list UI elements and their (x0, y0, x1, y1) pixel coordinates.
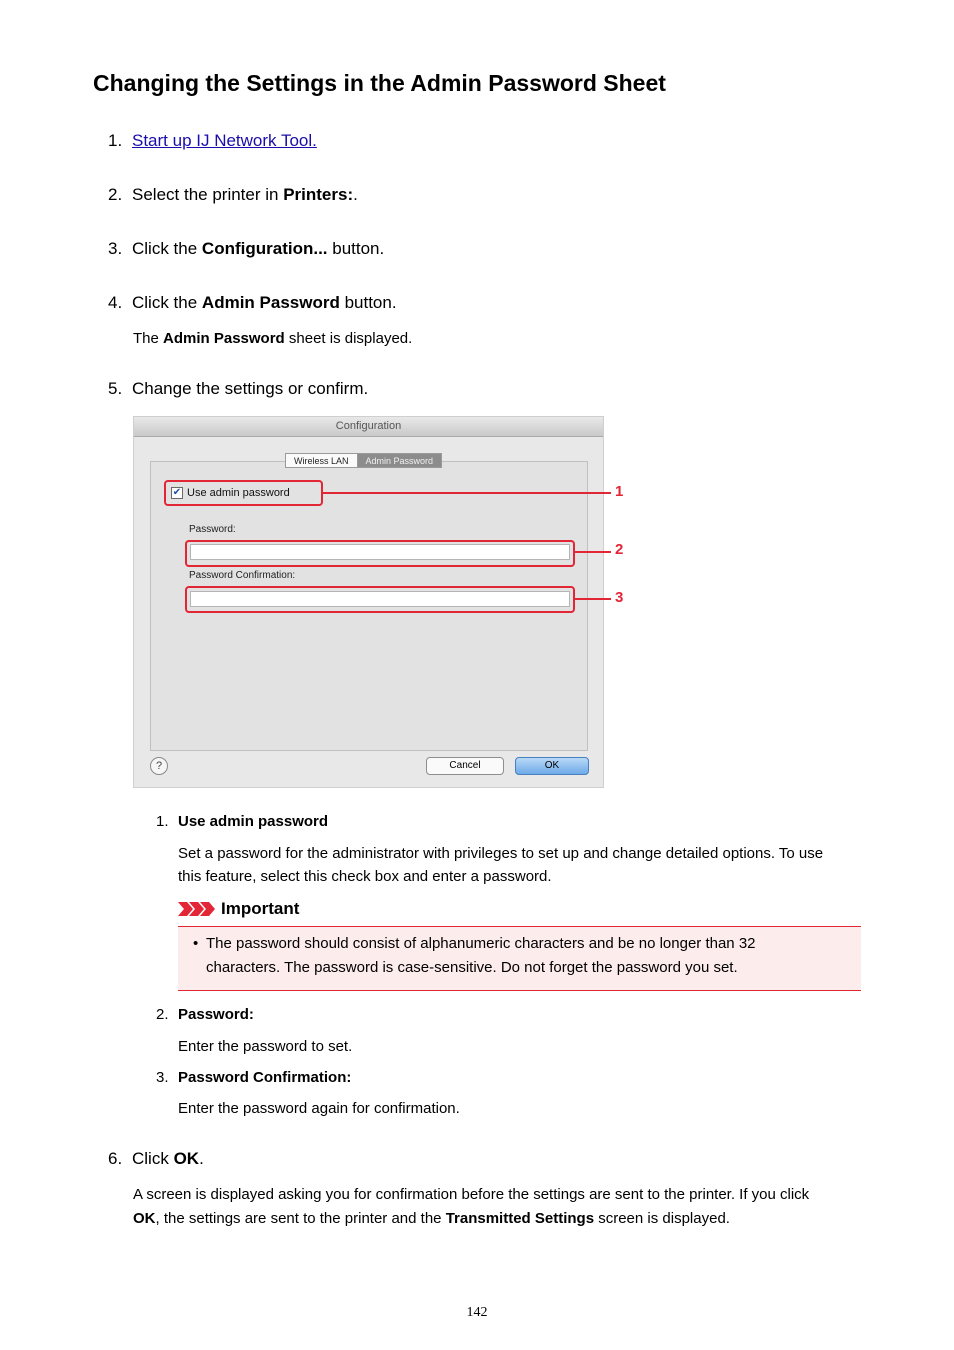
item-3 (156, 1069, 351, 1086)
callout-number-1: 1 (615, 483, 624, 500)
item-2 (156, 1006, 254, 1023)
step-text: Click (132, 1149, 174, 1168)
ok-button[interactable]: OK (515, 757, 589, 775)
cancel-button[interactable]: Cancel (426, 757, 504, 775)
dialog-tabs (285, 453, 442, 468)
step-bold-text: Printers: (283, 185, 354, 204)
step-6-note (133, 1183, 809, 1231)
important-text (206, 932, 826, 980)
callout-line-2 (575, 551, 611, 553)
important-line: characters. The password is case-sensitive. Do not forget the password you set. (206, 959, 738, 976)
note-bold-text: OK (133, 1210, 156, 1227)
tab-admin-password[interactable]: Admin Password (358, 453, 443, 468)
step-number: 4. (108, 293, 123, 312)
note-line (133, 1207, 809, 1231)
step-bold-text: OK (173, 1149, 200, 1168)
item-title: Password: (178, 1006, 254, 1023)
item-3-description: Enter the password again for confirmation. (178, 1100, 460, 1117)
step-text: Select the printer in (132, 185, 284, 204)
note-text: The (133, 330, 164, 347)
step-number: 3. (108, 239, 123, 258)
note-bold-text: Transmitted Settings (445, 1210, 595, 1227)
item-1-description (178, 842, 868, 888)
important-label: Important (221, 899, 300, 918)
page-number: 142 (466, 1305, 488, 1320)
callout-number-3: 3 (615, 589, 624, 606)
dialog-title: Configuration (134, 417, 603, 437)
item-number: 3. (156, 1069, 169, 1086)
step-3 (108, 239, 384, 259)
step-number: 1. (108, 131, 123, 150)
step-number: 6. (108, 1149, 123, 1168)
step-1 (108, 131, 317, 151)
step-text: button. (327, 239, 385, 258)
note-line: A screen is displayed asking you for confirmation before the settings are sent to the printer. If you click (133, 1186, 810, 1203)
highlight-box-3 (185, 586, 575, 613)
step-text: Click the (132, 293, 202, 312)
step-text: . (199, 1149, 204, 1168)
step-text: Change the settings or confirm. (132, 379, 369, 398)
step-number: 2. (108, 185, 123, 204)
note-text: screen is displayed. (594, 1210, 730, 1227)
callout-line-3 (575, 598, 611, 600)
note-bold-text: Admin Password (163, 330, 285, 347)
help-icon[interactable]: ? (150, 757, 168, 775)
tab-wireless-lan[interactable]: Wireless LAN (285, 453, 358, 468)
important-chevrons-icon (178, 900, 216, 918)
important-box (178, 926, 861, 991)
item-number: 2. (156, 1006, 169, 1023)
item-2-description: Enter the password to set. (178, 1038, 353, 1055)
important-line: The password should consist of alphanumeric characters and be no longer than 32 (206, 935, 756, 952)
note-text: sheet is displayed. (284, 330, 413, 347)
step-4-note (133, 330, 412, 347)
important-heading (178, 899, 299, 919)
callout-line-1 (323, 492, 611, 494)
item-number: 1. (156, 813, 169, 830)
item-1 (156, 813, 328, 830)
item-title: Use admin password (178, 813, 329, 830)
bullet: • (193, 935, 199, 952)
step-text: button. (339, 293, 397, 312)
description-line: this feature, select this check box and enter a password. (178, 868, 552, 885)
use-admin-password-label: Use admin password (187, 487, 290, 499)
password-label: Password: (189, 524, 236, 535)
highlight-box-1 (164, 480, 323, 506)
configuration-dialog-screenshot (133, 416, 624, 788)
step-text: . (353, 185, 358, 204)
page-title: Changing the Settings in the Admin Password Sheet (93, 70, 666, 96)
step-4 (108, 293, 397, 313)
step-6 (108, 1149, 204, 1169)
step-bold-text: Configuration... (201, 239, 328, 258)
note-text: , the settings are sent to the printer and the (155, 1210, 446, 1227)
item-title: Password Confirmation: (178, 1069, 352, 1086)
step-bold-text: Admin Password (201, 293, 340, 312)
password-confirmation-label: Password Confirmation: (189, 570, 296, 581)
step-number: 5. (108, 379, 123, 398)
start-ij-network-tool-link[interactable]: Start up IJ Network Tool. (132, 131, 317, 150)
description-line: Set a password for the administrator with privileges to set up and change detailed options. To use (178, 845, 824, 862)
step-2 (108, 185, 358, 205)
step-text: Click the (132, 239, 202, 258)
use-admin-password-checkbox[interactable]: ✔ (172, 487, 182, 498)
callout-number-2: 2 (615, 541, 624, 558)
highlight-box-2 (185, 540, 575, 567)
step-5 (108, 379, 368, 399)
